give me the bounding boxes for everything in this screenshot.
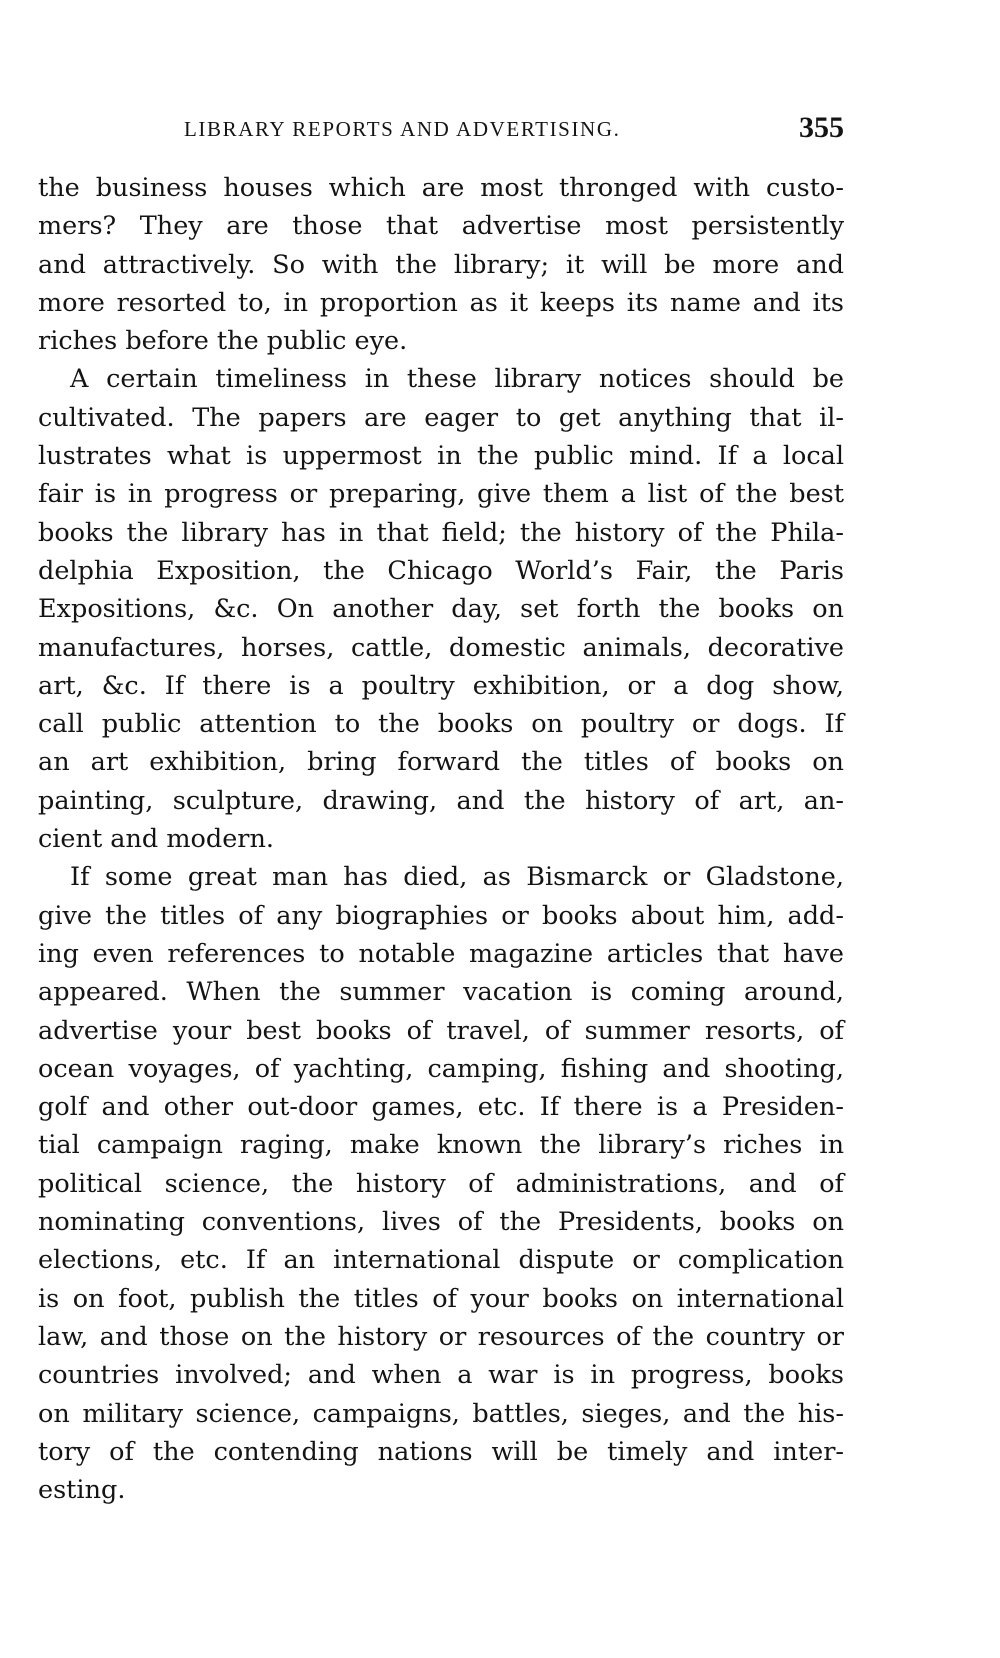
text-line: political science, the history of administrations, and of	[38, 1168, 844, 1199]
text-line: advertise your best books of travel, of summer resorts, of	[38, 1015, 844, 1046]
text-line: A certain timeliness in these library notices should be	[70, 364, 844, 395]
text-line: golf and other out-door games, etc. If there is a Presiden-	[38, 1092, 844, 1123]
text-line: lustrates what is uppermost in the public mind. If a local	[38, 441, 844, 472]
text-line: Expositions, &c. On another day, set forth the books on	[38, 594, 844, 625]
text-line: the business houses which are most thronged with custo-	[38, 173, 844, 203]
page-number: 355	[799, 111, 844, 144]
text-line: tial campaign raging, make known the library’s riches in	[38, 1130, 844, 1161]
paragraph	[38, 169, 844, 360]
text-line: cultivated. The papers are eager to get anything that il-	[38, 402, 844, 433]
text-line: riches before the public eye.	[38, 326, 408, 357]
text-line: books the library has in that field; the history of the Phila-	[38, 517, 844, 548]
text-line: nominating conventions, lives of the Presidents, books on	[38, 1207, 844, 1238]
text-line: on military science, campaigns, battles, sieges, and the his-	[38, 1398, 844, 1429]
text-line: esting.	[38, 1475, 126, 1506]
text-line: more resorted to, in proportion as it keeps its name and its	[38, 287, 844, 318]
text-line: ocean voyages, of yachting, camping, fishing and shooting,	[38, 1053, 844, 1084]
text-line: cient and modern.	[38, 824, 275, 855]
text-line: art, &c. If there is a poultry exhibition, or a dog show,	[38, 670, 844, 701]
text-line: ing even references to notable magazine articles that have	[38, 938, 844, 969]
text-line: give the titles of any biographies or books about him, add-	[38, 900, 844, 931]
paragraph	[38, 858, 844, 1509]
text-line: tory of the contending nations will be timely and inter-	[38, 1436, 844, 1467]
text-line: mers? They are those that advertise most persistently	[38, 211, 844, 242]
text-line: fair is in progress or preparing, give them a list of the best	[38, 479, 844, 510]
text-line: appeared. When the summer vacation is coming around,	[38, 977, 844, 1008]
book-page	[38, 105, 844, 1509]
text-line: manufactures, horses, cattle, domestic animals, decorative	[38, 632, 844, 663]
running-title: LIBRARY REPORTS AND ADVERTISING.	[184, 117, 621, 141]
text-line: call public attention to the books on poultry or dogs. If	[38, 709, 844, 740]
page-header	[38, 105, 844, 155]
text-line: If some great man has died, as Bismarck or Gladstone,	[70, 862, 844, 893]
body-text	[38, 169, 844, 1509]
text-line: elections, etc. If an international dispute or complication	[38, 1245, 844, 1276]
text-line: countries involved; and when a war is in progress, books	[38, 1360, 844, 1391]
text-line: and attractively. So with the library; it will be more and	[38, 249, 844, 280]
text-line: an art exhibition, bring forward the titles of books on	[38, 747, 844, 778]
text-line: painting, sculpture, drawing, and the history of art, an-	[38, 785, 844, 816]
text-line: law, and those on the history or resources of the country or	[38, 1321, 844, 1352]
paragraph	[38, 360, 844, 858]
text-line: delphia Exposition, the Chicago World’s Fair, the Paris	[38, 555, 844, 586]
text-line: is on foot, publish the titles of your books on international	[38, 1283, 844, 1314]
